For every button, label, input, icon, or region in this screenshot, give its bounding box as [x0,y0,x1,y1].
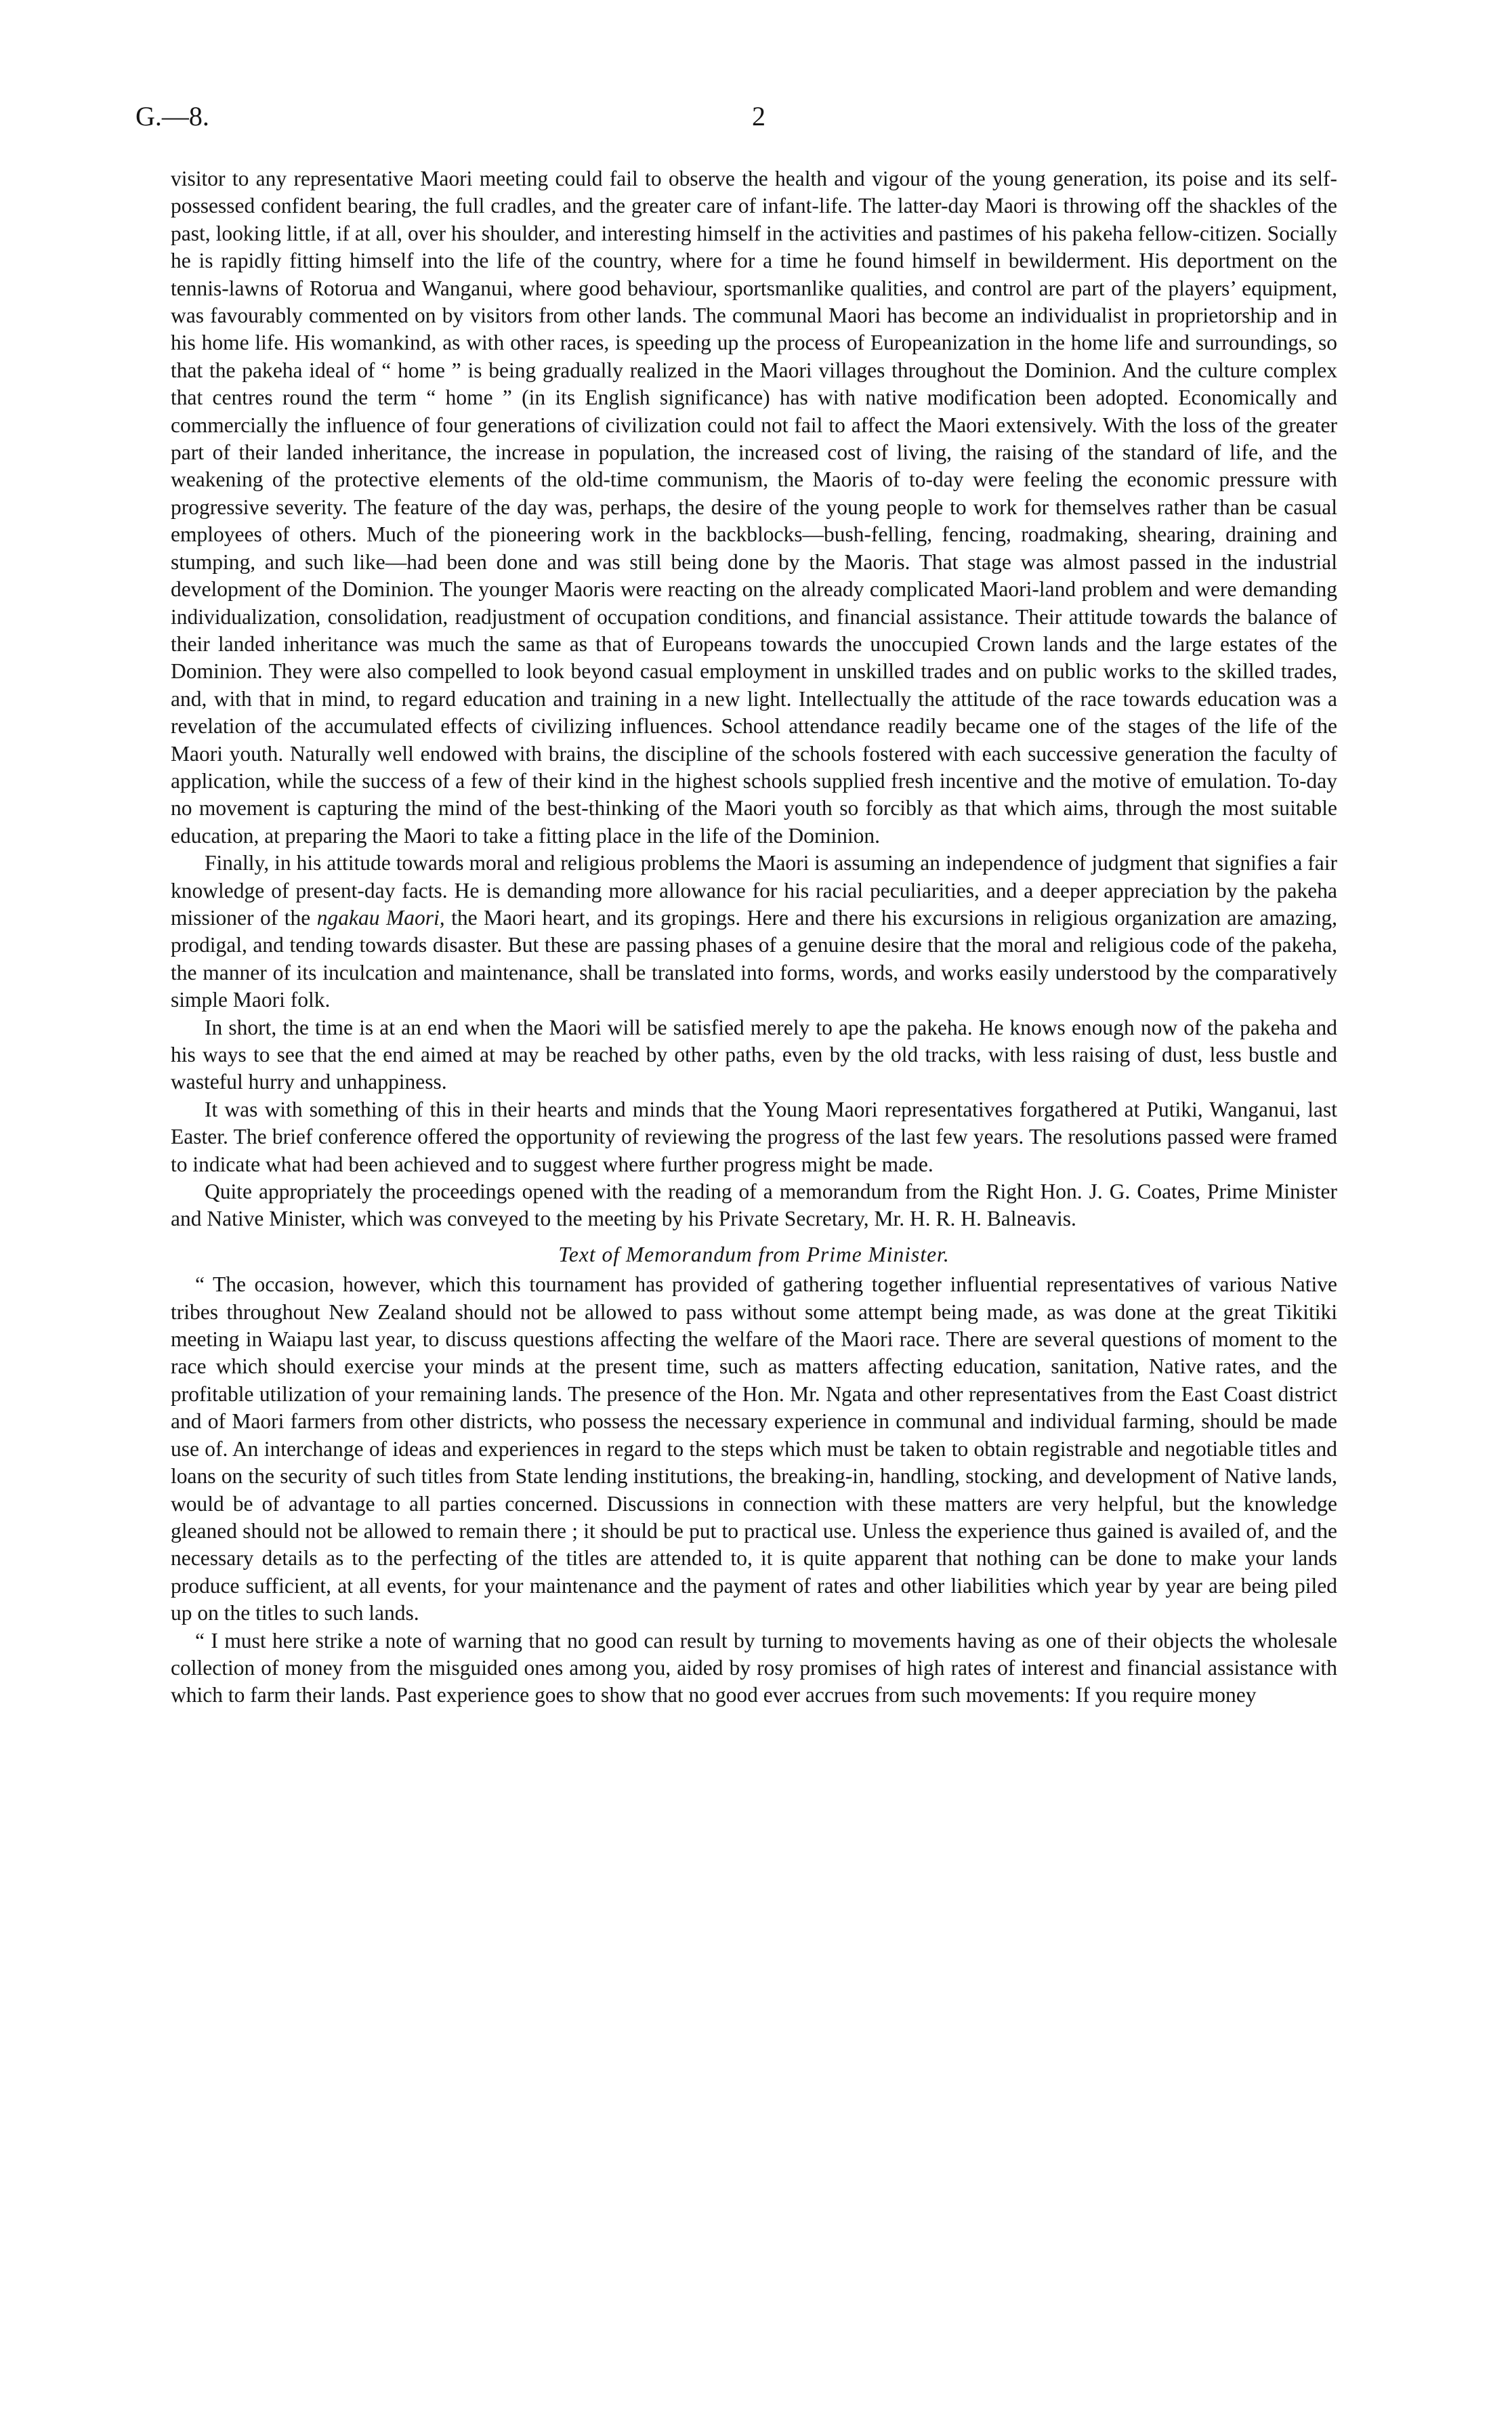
paragraph-4: It was with something of this in their hearts and minds that the Young Maori representatives forgathered at Putiki, Wanganui, last Easter. The brief conference offered the opportunity of reviewing the progress of the last few years. The resolutions passed were framed to indicate what had been achieved and to suggest where further progress might be made. [171,1097,1337,1176]
page-number: 2 [752,101,765,131]
paragraph-2-start: Finally, in his attitude towards moral and religious problems the Maori is assuming an independence of judgment that signifies a fair knowledge of present-day facts. He is demanding more allowance for his racial peculiarities, and a deeper appreciation by the pakeha missioner of the [171,851,1337,930]
memorandum-paragraph-2: “ I must here strike a note of warning that no good can result by turning to movements having as one of their objects the wholesale collection of money from the misguided ones among you, aided by rosy promises of high rates of interest and financial assistance with which to farm their lands. Past experience goes to show that no good ever accrues from such movements: If you require money [171,1628,1337,1707]
document-reference: G.—8. [135,101,209,131]
paragraph-3: In short, the time is at an end when the Maori will be satisfied merely to ape the pakeha. He knows enough now of the pakeha and his ways to see that the end aimed at may be reached by other paths, even by the old tracks, with less raising of dust, less bustle and wasteful hurry and unhappiness. [171,1015,1337,1094]
memorandum-paragraph-1: “ The occasion, however, which this tournament has provided of gathering together influential representatives of various Native tribes throughout New Zealand should not be allowed to pass without some attempt being made, as was done at the great Tikitiki meeting in Waiapu last year, to discuss questions affecting the welfare of the Maori race. There are several questions of moment to the race which should exercise your minds at the present time, such as matters affecting education, sanitation, Native rates, and the profitable utilization of your remaining lands. The presence of the Hon. Mr. Ngata and other representatives from the East Coast district and of Maori farmers from other districts, who possess the necessary experience in communal and individual farming, should be made use of. An interchange of ideas and experiences in regard to the steps which must be taken to obtain registrable and negotiable titles and loans on the security of such titles from State lending institutions, the breaking-in, handling, stocking, and development of Native lands, would be of advantage to all parties concerned. Discussions in connection with these matters are very helpful, but the knowledge gleaned should not be allowed to remain there ; it should be put to practical use. Unless the experience thus gained is availed of, and the necessary details as to the perfecting of the titles are attended to, it is quite apparent that nothing can be done to make your lands produce sufficient, at all events, for your maintenance and the payment of rates and other liabilities which year by year are being piled up on the titles to such lands. [171,1272,1337,1625]
paragraph-5: Quite appropriately the proceedings opened with the reading of a memorandum from the Right Hon. J. G. Coates, Prime Minister and Native Minister, which was conveyed to the meeting by his Private Secretary, Mr. H. R. H. Balneavis. [171,1180,1337,1231]
body-text [171,165,1337,1709]
paragraph-2-end: the Maori heart, and its gropings. Here and there his excursions in religious organization are amazing, prodigal, and tending towards disaster. But these are passing phases of a genuine desire that the moral and religious code of the pakeha, the manner of its inculcation and maintenance, shall be translated into forms, words, and works easily understood by the comparatively simple Maori folk. [171,905,1337,1012]
memorandum-heading: Text of Memorandum from Prime Minister. [558,1242,950,1266]
page-header [135,100,1341,141]
paragraph-2-italic-term: ngakau Maori, [316,905,445,930]
paragraph-1: visitor to any representative Maori meeting could fail to observe the health and vigour of the young generation, its poise and its self-possessed confident bearing, the full cradles, and the greater care of infant-life. The latter-day Maori is throwing off the shackles of the past, looking little, if at all, over his shoulder, and interesting himself in the activities and pastimes of his pakeha fellow-citizen. Socially he is rapidly fitting himself into the life of the country, where for a time he found himself in bewilderment. His deportment on the tennis-lawns of Rotorua and Wanganui, where good behaviour, sportsmanlike qualities, and control are part of the players’ equipment, was favourably commented on by visitors from other lands. The communal Maori has become an individualist in proprietorship and in his home life. His womankind, as with other races, is speeding up the process of Europeanization in the home life and surroundings, so that the pakeha ideal of “ home ” is being gradually realized in the Maori villages throughout the Dominion. And the culture complex that centres round the term “ home ” (in its English significance) has with native modification been adopted. Economically and commercially the influence of four generations of civilization could not fail to affect the Maori extensively. With the loss of the greater part of their landed inheritance, the increase in population, the increased cost of living, the raising of the standard of life, and the weakening of the protective elements of the old-time communism, the Maoris of to-day were feeling the economic pressure with progressive severity. The feature of the day was, perhaps, the desire of the young people to work for themselves rather than be casual employees of others. Much of the pioneering work in the backblocks—bush-felling, fencing, roadmaking, shearing, draining and stumping, and such like—had been done and was still being done by the Maoris. That stage was almost passed in the industrial development of the Dominion. The younger Maoris were reacting on the already complicated Maori-land problem and were demanding individualization, consolidation, readjustment of occupation conditions, and financial assistance. Their attitude towards the balance of their landed inheritance was much the same as that of Europeans towards the unoccupied Crown lands and the large estates of the Dominion. They were also compelled to look beyond casual employment in unskilled trades and on public works to the skilled trades, and, with that in mind, to regard education and training in a new light. Intellectually the attitude of the race towards education was a revelation of the accumulated effects of civilizing influences. School attendance readily became one of the stages of the life of the Maori youth. Naturally well endowed with brains, the discipline of the schools fostered with each successive generation the faculty of application, while the success of a few of their kind in the highest schools supplied fresh incentive and the motive of emulation. To-day no movement is capturing the mind of the best-thinking of the Maori youth so forcibly as that which aims, through the most suitable education, at preparing the Maori to take a fitting place in the life of the Dominion. [171,167,1337,848]
paragraph-2 [171,850,1337,1014]
